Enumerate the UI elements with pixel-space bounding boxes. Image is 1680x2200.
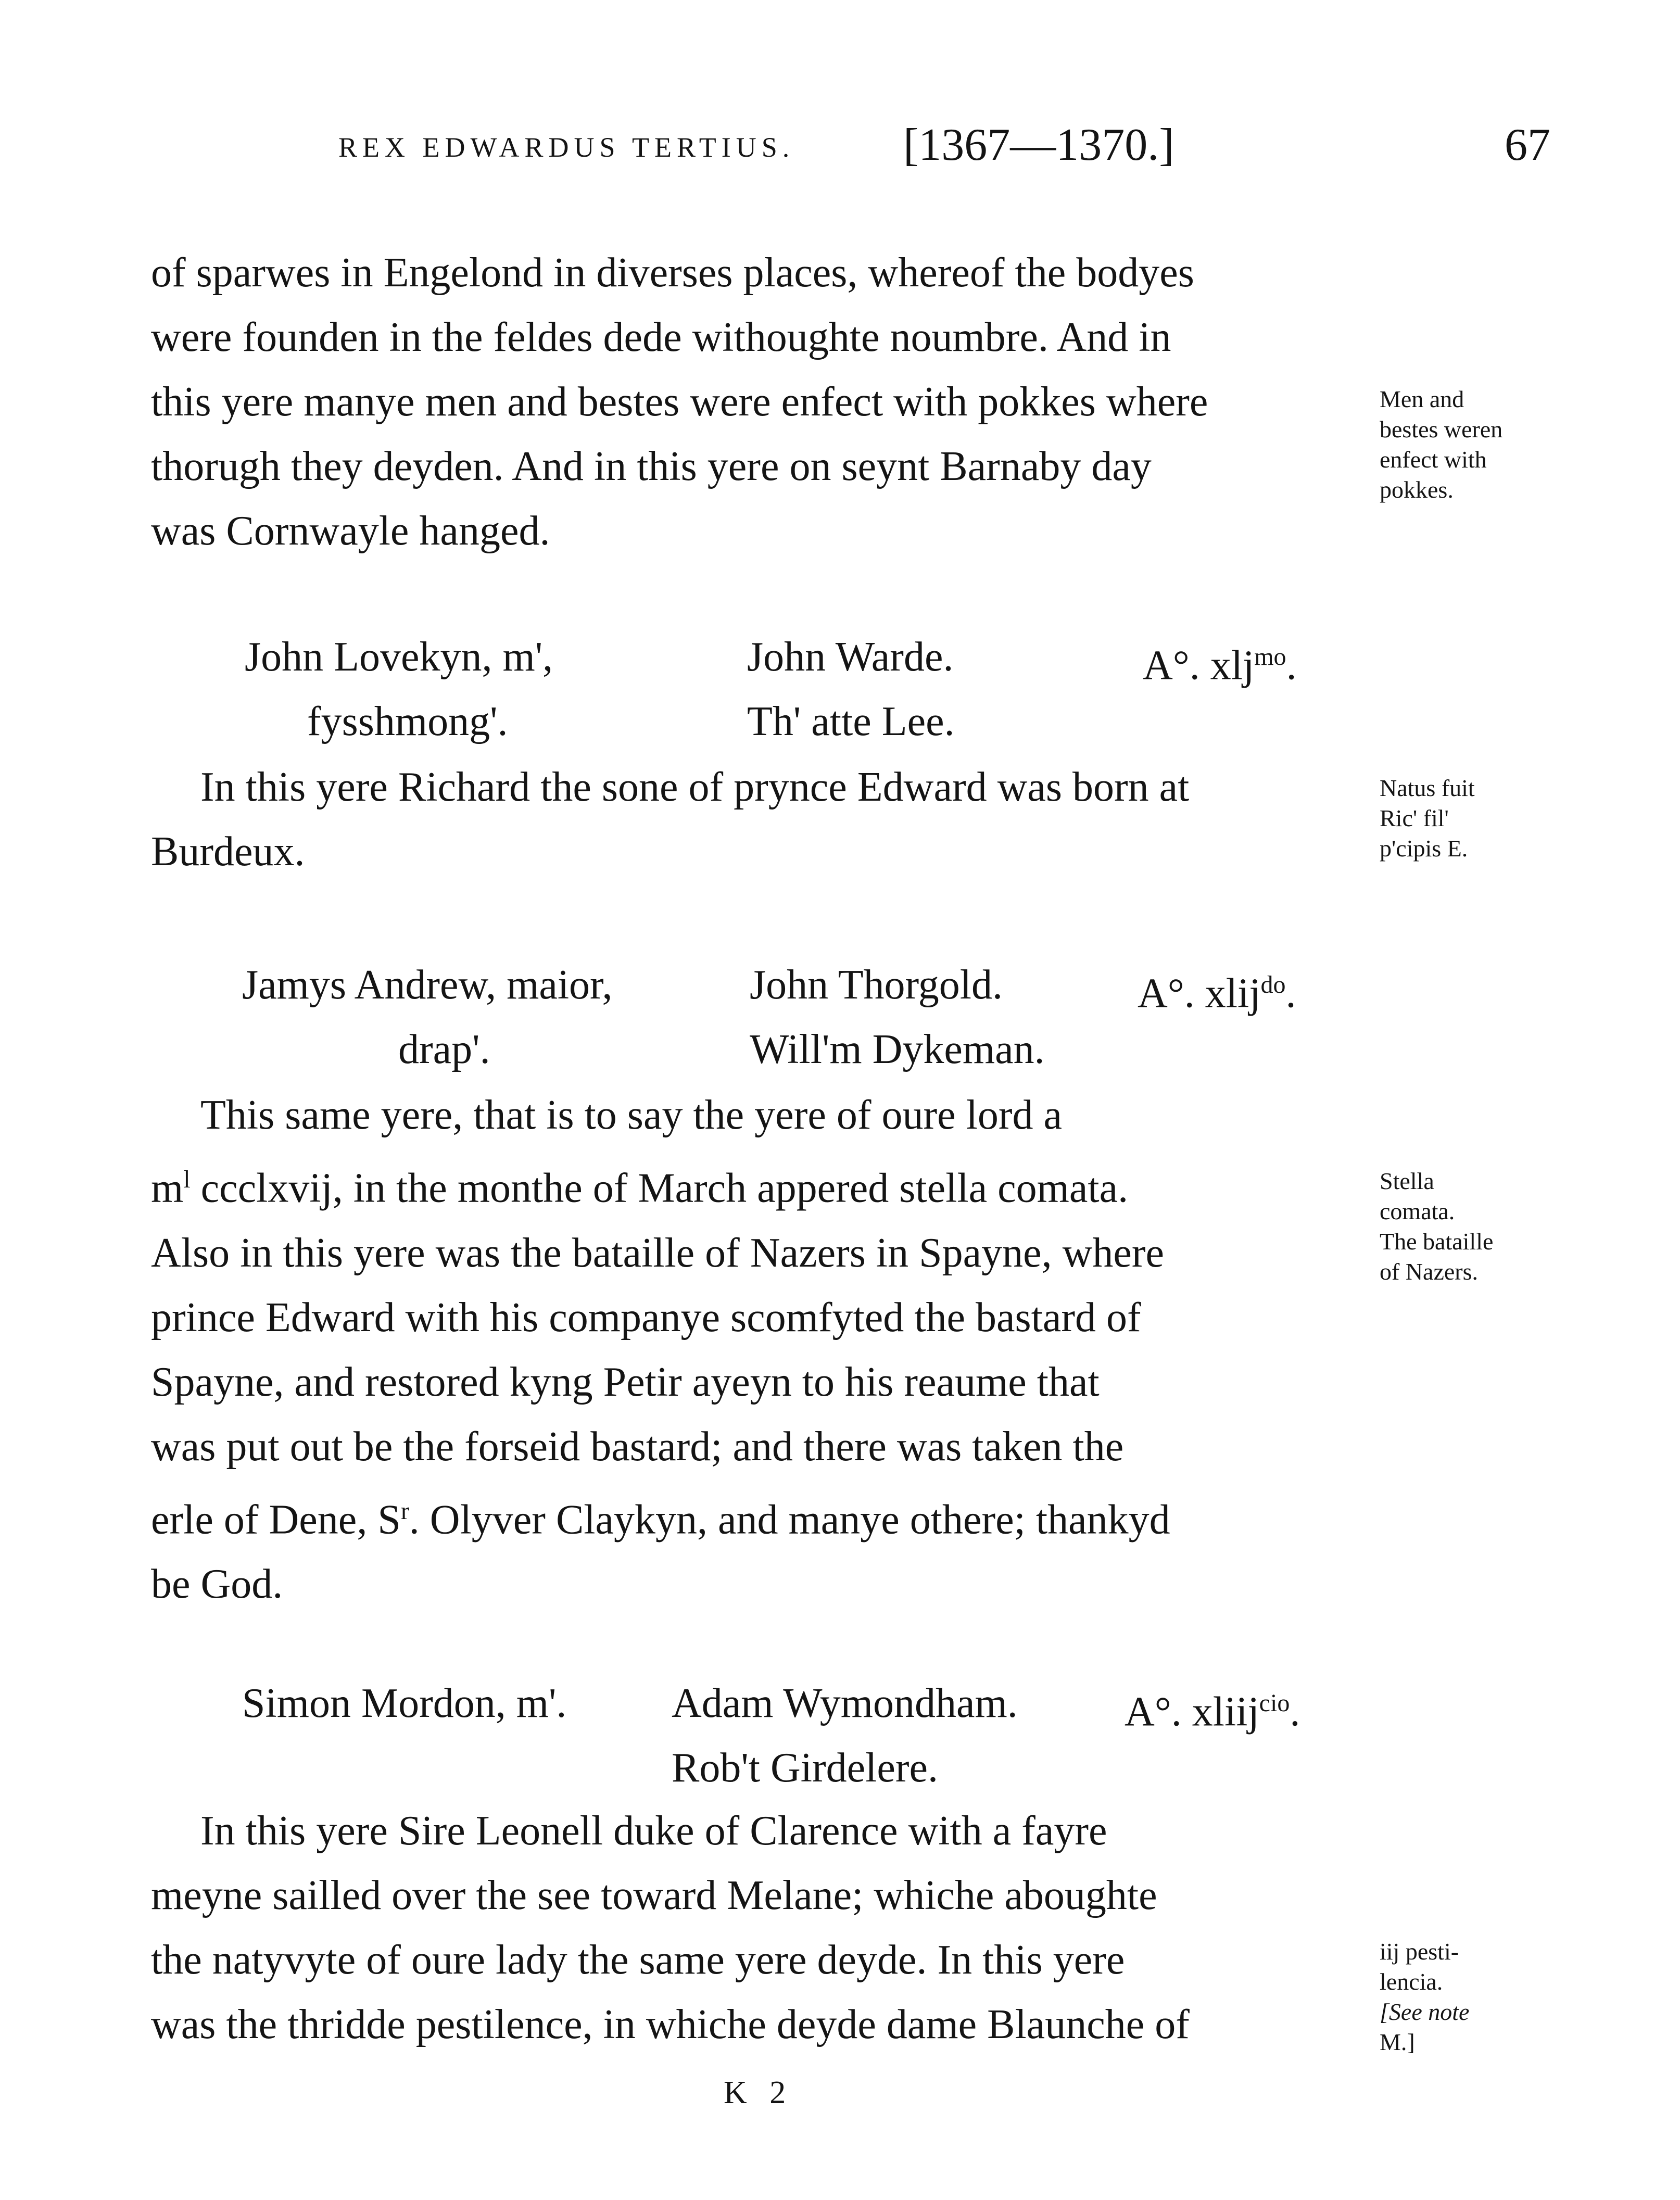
text-line: was the thridde pestilence, in whiche deyde dame Blaunche of	[151, 2002, 1190, 2047]
marginal-note-natus	[1380, 773, 1577, 864]
marginal-line: Ric' fil'	[1380, 805, 1449, 831]
marginal-line: M.]	[1380, 2029, 1415, 2055]
text-line: Spayne, and restored kyng Petir ayeyn to his reaume that	[151, 1359, 1100, 1405]
text-line: meyne sailled over the see toward Melane; whiche aboughte	[151, 1873, 1157, 1918]
marginal-note-stella	[1380, 1166, 1577, 1287]
text-line: be God.	[151, 1561, 283, 1608]
sheriff-name: John Thorgold.	[750, 962, 1003, 1008]
marginal-note-pokkes	[1380, 384, 1577, 505]
text-line: thorugh they deyden. And in this yere on seynt Barnaby day	[151, 444, 1152, 489]
text-line: was Cornwayle hanged.	[151, 508, 550, 554]
running-head-title: REX EDWARDUS TERTIUS.	[338, 132, 795, 163]
marginal-line: iij pesti-	[1380, 1938, 1459, 1965]
signature-mark: K 2	[724, 2075, 793, 2110]
running-head	[0, 119, 1680, 181]
running-head-dates: [1367—1370.]	[903, 120, 1174, 170]
marginal-line: comata.	[1380, 1198, 1455, 1224]
marginal-note-pestilence	[1380, 1937, 1577, 2057]
text-line: erle of Dene, $S^r$. Olyver Claykyn, and manye othere; thankyd	[151, 1497, 1170, 1543]
page-number: 67	[1505, 120, 1550, 170]
paragraph-pestilence	[151, 1799, 1364, 2057]
marginal-line: lencia.	[1380, 1968, 1443, 1995]
marginal-line: The bataille	[1380, 1228, 1494, 1255]
officials-block-xlj	[0, 625, 1680, 755]
marginal-line: bestes weren	[1380, 416, 1503, 442]
paragraph-birth-richard	[151, 755, 1364, 884]
text-line: This same yere, that is to say the yere of oure lord a	[200, 1092, 1062, 1138]
paragraph-sparrows	[151, 241, 1364, 563]
regnal-year: A°. xlj$^{mo}$.	[1143, 642, 1297, 689]
text-line: Burdeux.	[151, 829, 305, 875]
marginal-line: of Nazers.	[1380, 1258, 1479, 1285]
marginal-line: Men and	[1380, 386, 1464, 412]
text-line: this yere manye men and bestes were enfect with pokkes where	[151, 379, 1208, 425]
text-line: were founden in the feldes dede withoughte noumbre. And in	[151, 314, 1171, 360]
marginal-line: enfect with	[1380, 446, 1487, 473]
paragraph-nazers	[151, 1083, 1364, 1616]
marginal-line: pokkes.	[1380, 476, 1454, 503]
mayor-name: Jamys Andrew, maior,	[242, 962, 613, 1008]
mayor-name: Simon Mordon, m'.	[242, 1680, 567, 1726]
text-line: In this yere Sire Leonell duke of Clarence with a fayre	[200, 1808, 1107, 1854]
regnal-year: A°. xlij$^{do}$.	[1138, 970, 1296, 1017]
text-line: the natyvyte of oure lady the same yere deyde. In this yere	[151, 1937, 1125, 1983]
text-line: $m^l$ ccclxvij, in the monthe of March appered stella comata.	[151, 1165, 1129, 1211]
mayor-name: John Lovekyn, m',	[245, 634, 553, 680]
sheriff-name: Rob't Girdelere.	[672, 1745, 939, 1791]
sheriff-name: Will'm Dykeman.	[750, 1027, 1045, 1072]
text-line: of sparwes in Engelond in diverses places, whereof the bodyes	[151, 250, 1194, 296]
marginal-line: Stella	[1380, 1168, 1434, 1194]
text-line: was put out be the forseid bastard; and there was taken the	[151, 1423, 1124, 1470]
marginal-line: [See note	[1380, 1999, 1470, 2025]
text-line: In this yere Richard the sone of prynce Edward was born at	[200, 764, 1190, 810]
text-line: Also in this yere was the bataille of Nazers in Spayne, where	[151, 1230, 1165, 1276]
text-line: prince Edward with his companye scomfyted the bastard of	[151, 1294, 1141, 1341]
regnal-year: A°. xliij$^{cio}$.	[1125, 1689, 1300, 1735]
marginal-line: Natus fuit	[1380, 775, 1475, 801]
sheriff-name: John Warde.	[747, 634, 954, 680]
officials-block-xliij	[0, 1671, 1680, 1801]
sheriff-name: Th' atte Lee.	[747, 699, 955, 744]
mayor-trade: drap'.	[398, 1027, 490, 1072]
sheriff-name: Adam Wymondham.	[672, 1680, 1018, 1726]
mayor-trade: fysshmong'.	[307, 699, 508, 744]
marginal-line: p'cipis E.	[1380, 835, 1468, 862]
officials-block-xlij	[0, 953, 1680, 1083]
